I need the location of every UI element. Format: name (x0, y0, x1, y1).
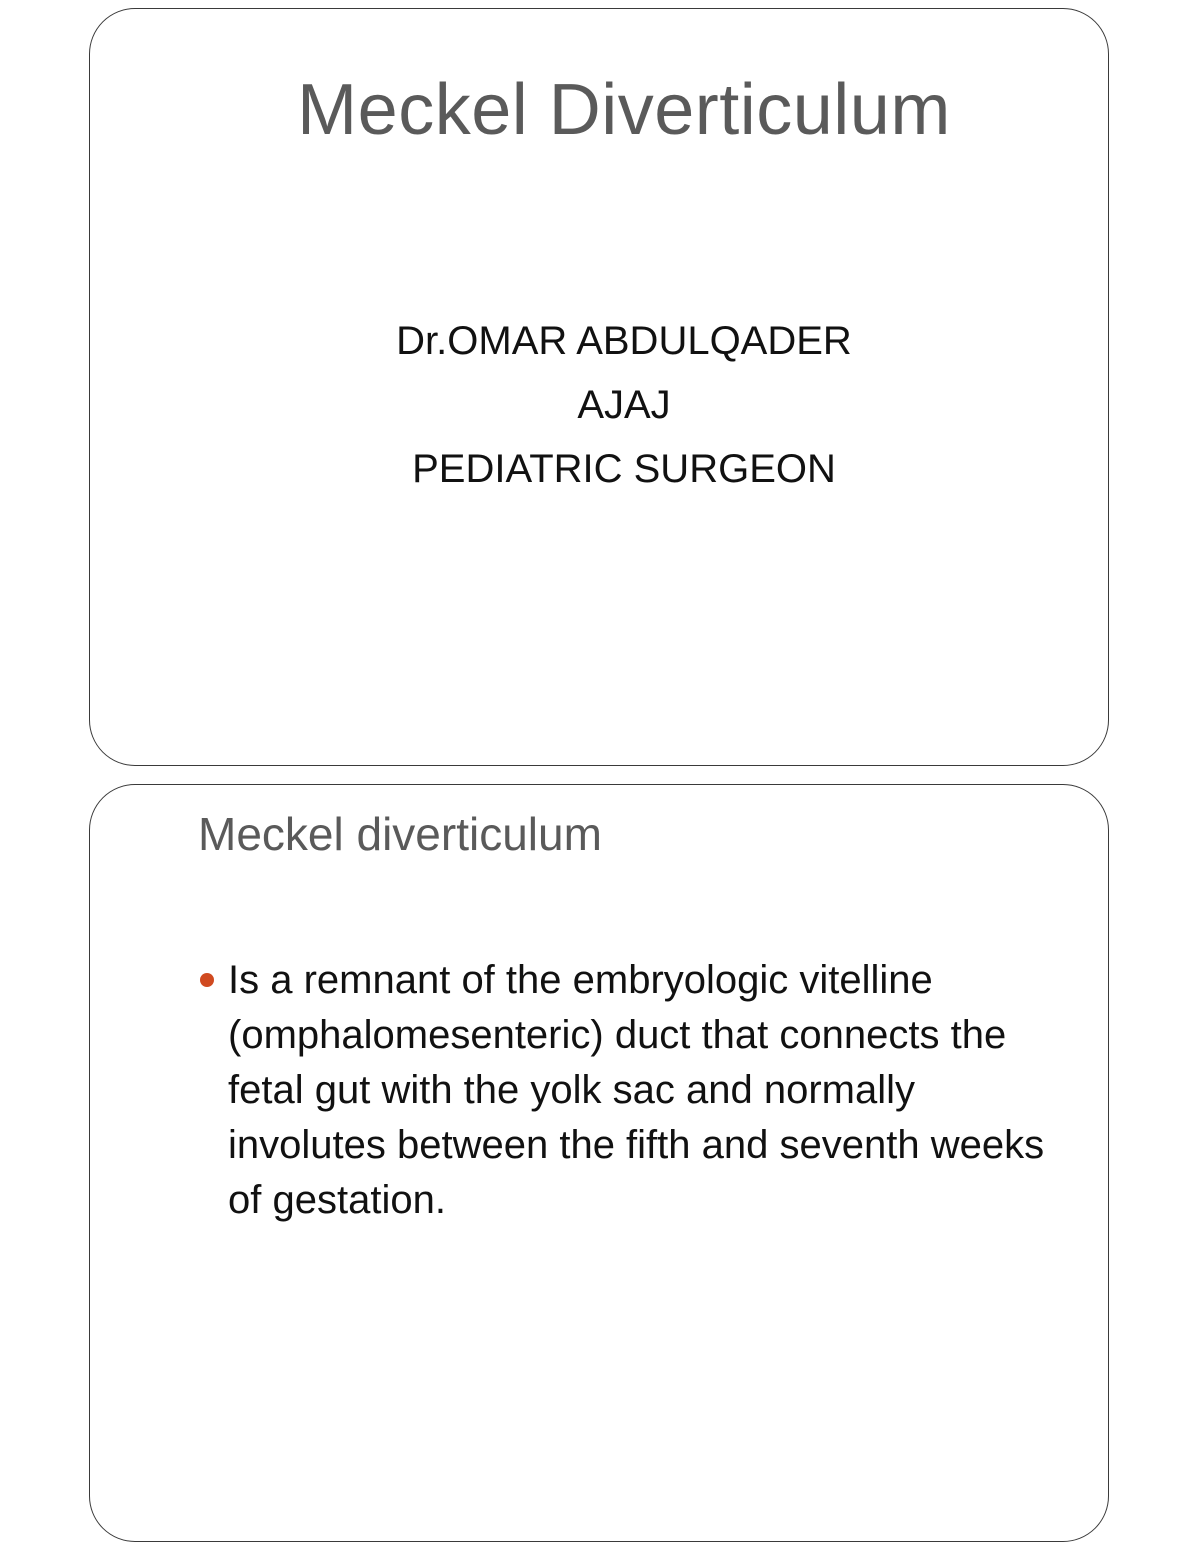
slide-heading: Meckel diverticulum (198, 808, 602, 860)
bullet-list (198, 953, 1058, 1228)
author-name-line: Dr.OMAR ABDULQADER (396, 319, 852, 363)
author-surname-line: AJAJ (577, 383, 671, 427)
slide-title: Meckel Diverticulum (297, 70, 951, 150)
author-role-line: PEDIATRIC SURGEON (412, 447, 836, 491)
author-block (90, 309, 1108, 501)
title-slide (89, 8, 1109, 766)
bullet-dot-icon (200, 973, 214, 987)
content-slide (89, 784, 1109, 1542)
list-item (198, 953, 1058, 1228)
bullet-text: Is a remnant of the embryologic vitelline (omphalomesenteric) duct that connects the fetal gut with the yolk sac and normally involutes between the fifth and seventh weeks of gestation. (228, 958, 1045, 1222)
